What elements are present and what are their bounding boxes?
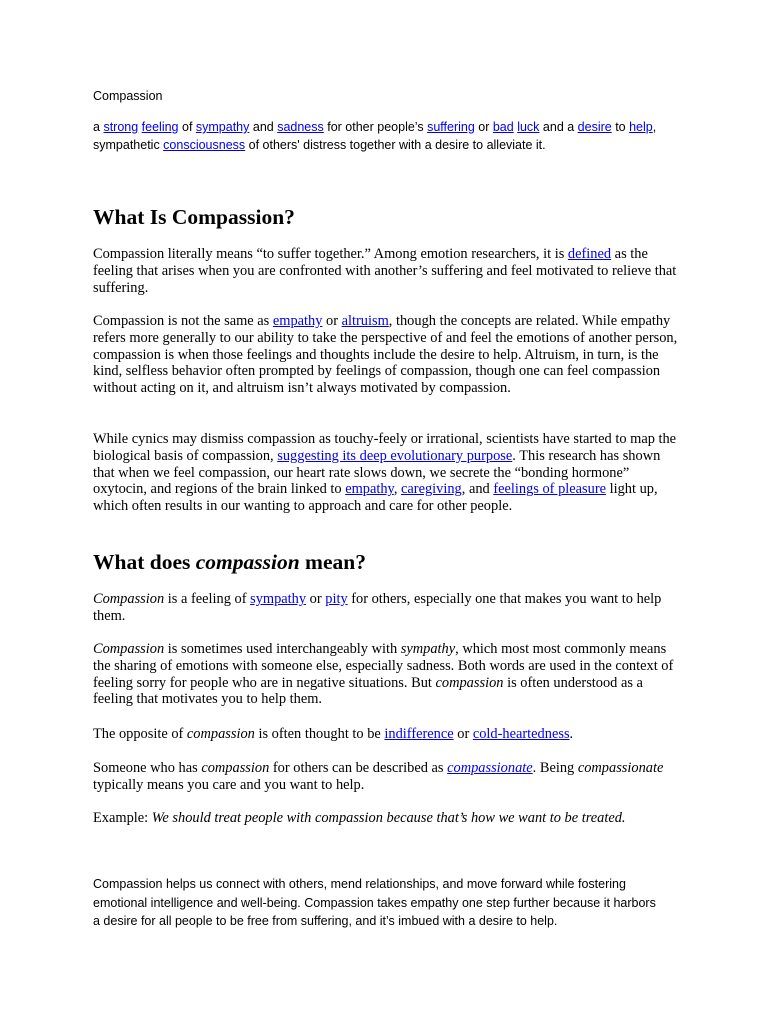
- paragraph-opposite: [93, 726, 678, 743]
- paragraph-text: .: [569, 726, 574, 742]
- link-luck[interactable]: luck: [517, 120, 540, 134]
- paragraph-text: typically means you care and you want to help.: [93, 776, 365, 793]
- paragraph-text: is a feeling of: [164, 591, 251, 607]
- example-label: Example:: [93, 810, 152, 826]
- definition-text: for other people’s: [323, 120, 428, 134]
- link-defined[interactable]: defined: [567, 246, 612, 262]
- link-help[interactable]: help: [629, 120, 653, 134]
- definition-text: of others' distress together with a desire to alleviate it.: [245, 138, 546, 152]
- link-suffering[interactable]: suffering: [427, 120, 475, 134]
- link-caregiving[interactable]: caregiving: [401, 481, 462, 498]
- link-cold-heartedness[interactable]: cold-heartedness: [472, 726, 570, 742]
- paragraph-text: ,: [393, 481, 402, 498]
- paragraph-text: , which most most commonly means the sharing of emotions with someone else, especially sadness. Both words are used in the context of feeling sorry for people who are in negative situations. But: [93, 641, 674, 691]
- link-feeling[interactable]: feeling: [141, 120, 179, 134]
- paragraph-interchangeably: [93, 641, 678, 708]
- term-emphasis: compassion: [186, 726, 255, 742]
- paragraph-science: [93, 431, 678, 515]
- paragraph-text: or: [453, 726, 473, 742]
- paragraph-text: Compassion is not the same as: [93, 313, 273, 329]
- term-emphasis: Compassion: [93, 591, 165, 607]
- paragraph-text: Compassion literally means “to suffer together.” Among emotion researchers, it is: [93, 246, 568, 262]
- link-pity[interactable]: pity: [325, 591, 348, 607]
- paragraph-text: . This research has shown that when we feel compassion, our heart rate slows down, we secrete the “bonding hormone” oxytocin, and regions of the brain linked to: [93, 447, 661, 498]
- term-emphasis: Compassion: [93, 641, 165, 657]
- link-sympathy[interactable]: sympathy: [195, 120, 250, 134]
- link-bad[interactable]: bad: [492, 120, 514, 134]
- link-feelings-of-pleasure[interactable]: feelings of pleasure: [493, 481, 607, 498]
- paragraph-text: The opposite of: [93, 726, 187, 742]
- example-sentence: We should treat people with compassion because that’s how we want to be treated.: [151, 810, 626, 826]
- paragraph-text: . Being: [532, 760, 578, 776]
- link-indifference[interactable]: indifference: [384, 726, 454, 742]
- definition-text: or: [474, 120, 493, 134]
- heading-what-does-compassion-mean: [93, 550, 366, 574]
- definition-text: to: [611, 120, 630, 134]
- definition-text: and a: [539, 120, 578, 134]
- definition-text: a: [93, 120, 104, 134]
- link-consciousness[interactable]: consciousness: [163, 138, 246, 152]
- paragraph-meaning: [93, 246, 678, 296]
- term-emphasis: compassion: [435, 674, 504, 691]
- paragraph-compassionate: [93, 760, 678, 794]
- term-emphasis: compassionate: [577, 760, 664, 776]
- paragraph-text: is often understood as a feeling that motivates you to help them.: [93, 674, 643, 708]
- heading-what-is-compassion: What Is Compassion?: [93, 205, 295, 229]
- link-empathy-brain[interactable]: empathy: [345, 481, 394, 498]
- paragraph-feeling-of-sympathy: [93, 591, 678, 625]
- link-strong[interactable]: strong: [103, 120, 139, 134]
- paragraph-text: for others, especially one that makes you want to help them.: [93, 591, 662, 624]
- term-emphasis: sympathy: [400, 641, 456, 657]
- paragraph-text: Someone who has: [93, 760, 202, 776]
- paragraph-text: or: [322, 313, 342, 329]
- definition-text: and: [249, 120, 278, 134]
- paragraph-example: [93, 810, 678, 827]
- paragraph-text: , though the concepts are related. While empathy refers more generally to our ability to take the perspective of and feel the emotions of another person, compassion is when those feelings and thoughts include the desire to help. Altruism, in turn, is the kind, selfless behavior often prompted by feelings of compassion, though one can feel compassion without acting on it, and altruism isn’t always motivated by compassion.: [93, 313, 678, 397]
- term-emphasis: compassion: [201, 760, 270, 776]
- heading-text: What does: [93, 550, 196, 574]
- paragraph-text: or: [306, 591, 326, 607]
- paragraph-text: is sometimes used interchangeably with: [164, 641, 401, 657]
- link-empathy[interactable]: empathy: [272, 313, 323, 329]
- heading-text: mean?: [299, 550, 366, 574]
- definition-text: of: [178, 120, 196, 134]
- paragraph-not-same: [93, 313, 678, 397]
- document-title: Compassion: [93, 89, 163, 103]
- paragraph-text: light up, which often results in our wanting to approach and care for other people.: [93, 481, 658, 515]
- closing-paragraph: Compassion helps us connect with others, mend relationships, and move forward while fostering emotional intelligence and well-being. Compassion takes empathy one step further because it harbors a desire for all people to be free from suffering, and it’s imbued with a desire to help.: [93, 877, 656, 928]
- definition-text: , sympathetic: [93, 120, 657, 152]
- link-evolutionary-purpose[interactable]: suggesting its deep evolutionary purpose: [277, 447, 513, 464]
- paragraph-text: is often thought to be: [254, 726, 385, 742]
- heading-emphasis: compassion: [195, 550, 300, 574]
- link-altruism[interactable]: altruism: [341, 313, 389, 329]
- paragraph-text: While cynics may dismiss compassion as touchy-feely or irrational, scientists have started to map the biological basis of compassion,: [93, 431, 677, 464]
- link-sympathy-meaning[interactable]: sympathy: [250, 591, 307, 607]
- link-sadness[interactable]: sadness: [277, 120, 324, 134]
- definition-paragraph: [93, 118, 663, 154]
- link-desire[interactable]: desire: [577, 120, 612, 134]
- paragraph-text: as the feeling that arises when you are confronted with another’s suffering and feel motivated to relieve that suffering.: [93, 246, 677, 296]
- paragraph-text: , and: [461, 481, 494, 498]
- link-compassionate[interactable]: [447, 760, 533, 776]
- paragraph-text: for others can be described as: [269, 760, 448, 776]
- link-compassionate-text: compassionate: [447, 760, 533, 776]
